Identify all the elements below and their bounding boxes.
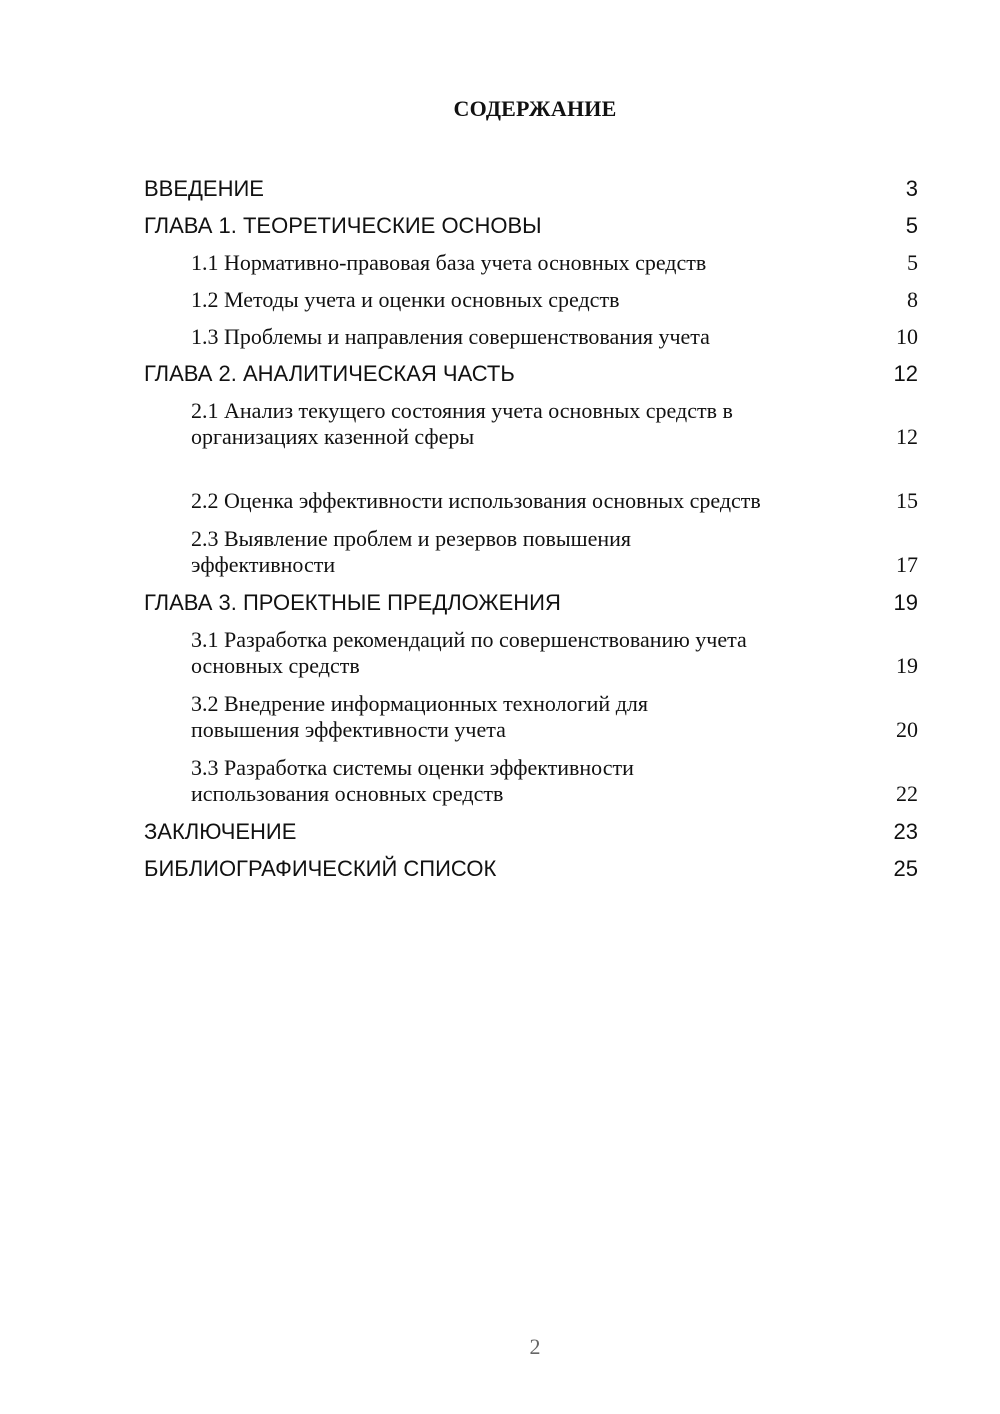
toc-entry-label: 3.1 Разработка рекомендаций по совершенствованию учета основных средств (191, 627, 747, 678)
toc-entry-label: 1.2 Методы учета и оценки основных средств (191, 286, 620, 312)
toc-entry-page: 3 (905, 175, 918, 201)
toc-entry-label: 1.1 Нормативно-правовая база учета основных средств (191, 249, 707, 275)
toc-entry-page: 10 (896, 323, 918, 349)
toc-entry-page: 12 (893, 360, 918, 386)
toc-entry-conclusion[interactable] (144, 813, 918, 850)
page-number: 2 (529, 1334, 541, 1359)
toc-entry-page: 8 (907, 286, 918, 312)
toc-entry-label: ГЛАВА 3. ПРОЕКТНЫЕ ПРЕДЛОЖЕНИЯ (144, 589, 561, 615)
toc-entry-section-3-1[interactable] (144, 621, 918, 685)
toc-entry-section-1-2[interactable] (144, 281, 918, 318)
toc-entry-section-1-3[interactable] (144, 318, 918, 355)
toc-entry-bibliography[interactable] (144, 850, 918, 887)
toc-entry-page: 17 (896, 552, 918, 577)
toc-entry-page: 20 (896, 717, 918, 742)
toc-entry-section-3-2[interactable] (144, 685, 918, 749)
toc-entry-section-2-1[interactable] (144, 392, 918, 456)
toc-entry-section-2-2[interactable] (144, 456, 918, 520)
toc-entry-section-2-3[interactable] (144, 520, 918, 584)
page-title: СОДЕРЖАНИЕ (453, 96, 617, 121)
toc-entry-page: 23 (893, 818, 918, 844)
toc-entry-page: 19 (896, 653, 918, 678)
toc-entry-page: 5 (905, 212, 918, 238)
toc-entry-label: 2.3 Выявление проблем и резервов повышения эффективности (191, 526, 632, 577)
toc-entry-label: ГЛАВА 1. ТЕОРЕТИЧЕСКИЕ ОСНОВЫ (144, 212, 542, 238)
toc-entry-label: 2.2 Оценка эффективности использования основных средств (191, 488, 761, 513)
table-of-contents (144, 170, 918, 887)
toc-entry-label: 1.3 Проблемы и направления совершенствования учета (191, 323, 710, 349)
toc-entry-label: 3.3 Разработка системы оценки эффективности использования основных средств (191, 755, 634, 806)
toc-entry-page: 5 (907, 249, 918, 275)
toc-entry-page: 19 (893, 589, 918, 615)
toc-entry-chapter-2[interactable] (144, 355, 918, 392)
toc-entry-label: 3.2 Внедрение информационных технологий для повышения эффективности учета (191, 691, 648, 742)
toc-entry-page: 22 (896, 781, 918, 806)
toc-entry-introduction[interactable] (144, 170, 918, 207)
toc-entry-chapter-3[interactable] (144, 584, 918, 621)
toc-entry-label: БИБЛИОГРАФИЧЕСКИЙ СПИСОК (144, 855, 497, 881)
toc-entry-chapter-1[interactable] (144, 207, 918, 244)
toc-entry-label: ГЛАВА 2. АНАЛИТИЧЕСКАЯ ЧАСТЬ (144, 360, 515, 386)
toc-entry-section-3-3[interactable] (144, 749, 918, 813)
toc-entry-page: 15 (896, 488, 918, 513)
toc-entry-page: 25 (893, 855, 918, 881)
toc-entry-page: 12 (896, 424, 918, 449)
toc-entry-label: ВВЕДЕНИЕ (144, 175, 264, 201)
toc-entry-section-1-1[interactable] (144, 244, 918, 281)
toc-entry-label: ЗАКЛЮЧЕНИЕ (144, 818, 297, 844)
toc-entry-label: 2.1 Анализ текущего состояния учета основных средств в организациях казенной сферы (191, 398, 733, 449)
